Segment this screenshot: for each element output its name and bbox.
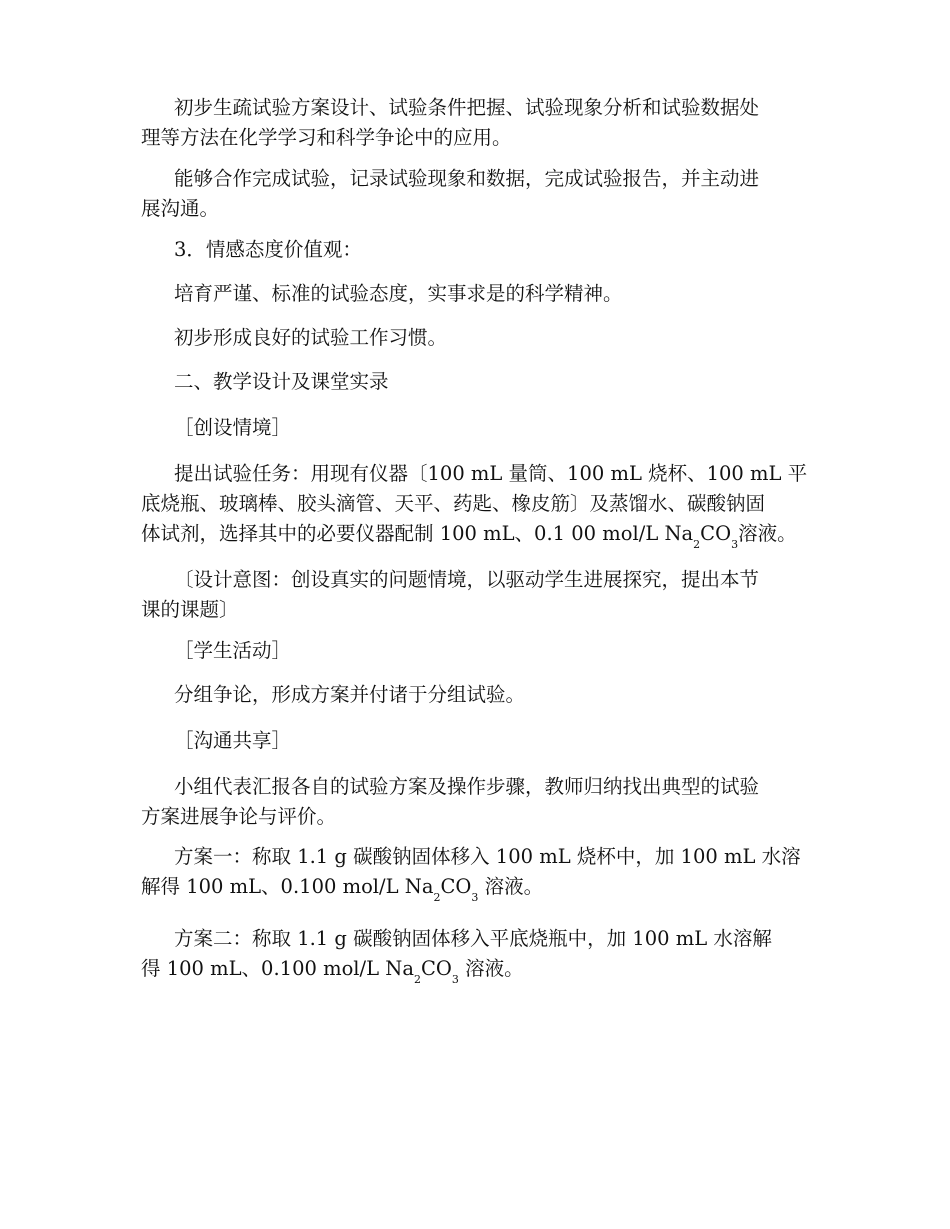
paragraph-line: 方案一：称取 1.1 g 碳酸钠固体移入 100 mL 烧杯中，加 100 mL 水溶 (174, 845, 801, 868)
paragraph-rigorous-attitude (141, 279, 801, 309)
text-fragment: 解得 100 mL、0.100 mol/L Na (141, 875, 434, 898)
paragraph-line: 二、教学设计及课堂实录 (174, 370, 389, 393)
paragraph-line: 提出试验任务：用现有仪器〔100 mL 量筒、100 mL 烧杯、100 mL 平 (174, 462, 808, 485)
text-fragment: 体试剂，选择其中的必要仪器配制 100 mL、0.1 00 mol/L Na (141, 522, 694, 545)
paragraph-line: ［创设情境］ (174, 416, 292, 439)
text-fragment: CO (440, 875, 472, 898)
paragraph-line: 展沟通。 (141, 197, 220, 220)
paragraph-line: 理等方法在化学学习和科学争论中的应用。 (141, 126, 512, 149)
subscript: 3 (451, 973, 459, 986)
paragraph-line: 方案二：称取 1.1 g 碳酸钠固体移入平底烧瓶中，加 100 mL 水溶解 (174, 927, 772, 950)
paragraph-line: 初步形成良好的试验工作习惯。 (174, 326, 448, 349)
paragraph-line: 3．情感态度价值观： (174, 238, 362, 261)
section-label-share (141, 726, 801, 756)
section-label-student-activity (141, 636, 801, 666)
paragraph-experiment-task (141, 459, 808, 552)
paragraph-experiment-design-skills (141, 93, 801, 153)
text-fragment: CO (700, 522, 732, 545)
text-fragment: 溶液。 (458, 957, 524, 980)
paragraph-line: 底烧瓶、玻璃棒、胶头滴管、天平、药匙、橡皮筋〕及蒸馏水、碳酸钠固 (141, 492, 766, 515)
text-fragment: 得 100 mL、0.100 mol/L Na (141, 957, 414, 980)
paragraph-design-intent (141, 565, 801, 625)
paragraph-group-discussion (141, 680, 801, 710)
paragraph-line: 培育严谨、标准的试验态度，实事求是的科学精神。 (174, 282, 623, 305)
text-fragment: 溶液。 (478, 875, 544, 898)
paragraph-line: 〔设计意图：创设真实的问题情境，以驱动学生进展探究，提出本节 (174, 568, 760, 591)
heading-emotion-attitude-values (141, 235, 801, 265)
paragraph-line-with-formula (141, 872, 801, 905)
subscript: 2 (413, 973, 421, 986)
paragraph-plan-one (141, 842, 801, 905)
heading-teaching-design (141, 367, 801, 397)
text-fragment: CO (420, 957, 452, 980)
paragraph-line: 小组代表汇报各自的试验方案及操作步骤，教师归纳找出典型的试验 (174, 775, 760, 798)
paragraph-line: ［沟通共享］ (174, 729, 292, 752)
paragraph-cooperation (141, 164, 801, 224)
subscript: 2 (433, 891, 441, 904)
paragraph-work-habits (141, 323, 801, 353)
paragraph-line: 初步生疏试验方案设计、试验条件把握、试验现象分析和试验数据处 (174, 96, 760, 119)
paragraph-line: 方案进展争论与评价。 (141, 805, 337, 828)
paragraph-line: 分组争论，形成方案并付诸于分组试验。 (174, 683, 526, 706)
subscript: 3 (731, 538, 739, 551)
subscript: 3 (471, 891, 479, 904)
paragraph-line: 课的课题〕 (141, 598, 239, 621)
paragraph-line: ［学生活动］ (174, 639, 292, 662)
section-label-create-context (141, 413, 801, 443)
paragraph-line-with-formula (141, 519, 801, 552)
paragraph-group-report (141, 772, 801, 832)
text-fragment: 溶液。 (738, 522, 797, 545)
paragraph-line-with-formula (141, 954, 801, 987)
paragraph-line: 能够合作完成试验，记录试验现象和数据，完成试验报告，并主动进 (174, 167, 760, 190)
subscript: 2 (693, 538, 701, 551)
paragraph-plan-two (141, 924, 801, 987)
